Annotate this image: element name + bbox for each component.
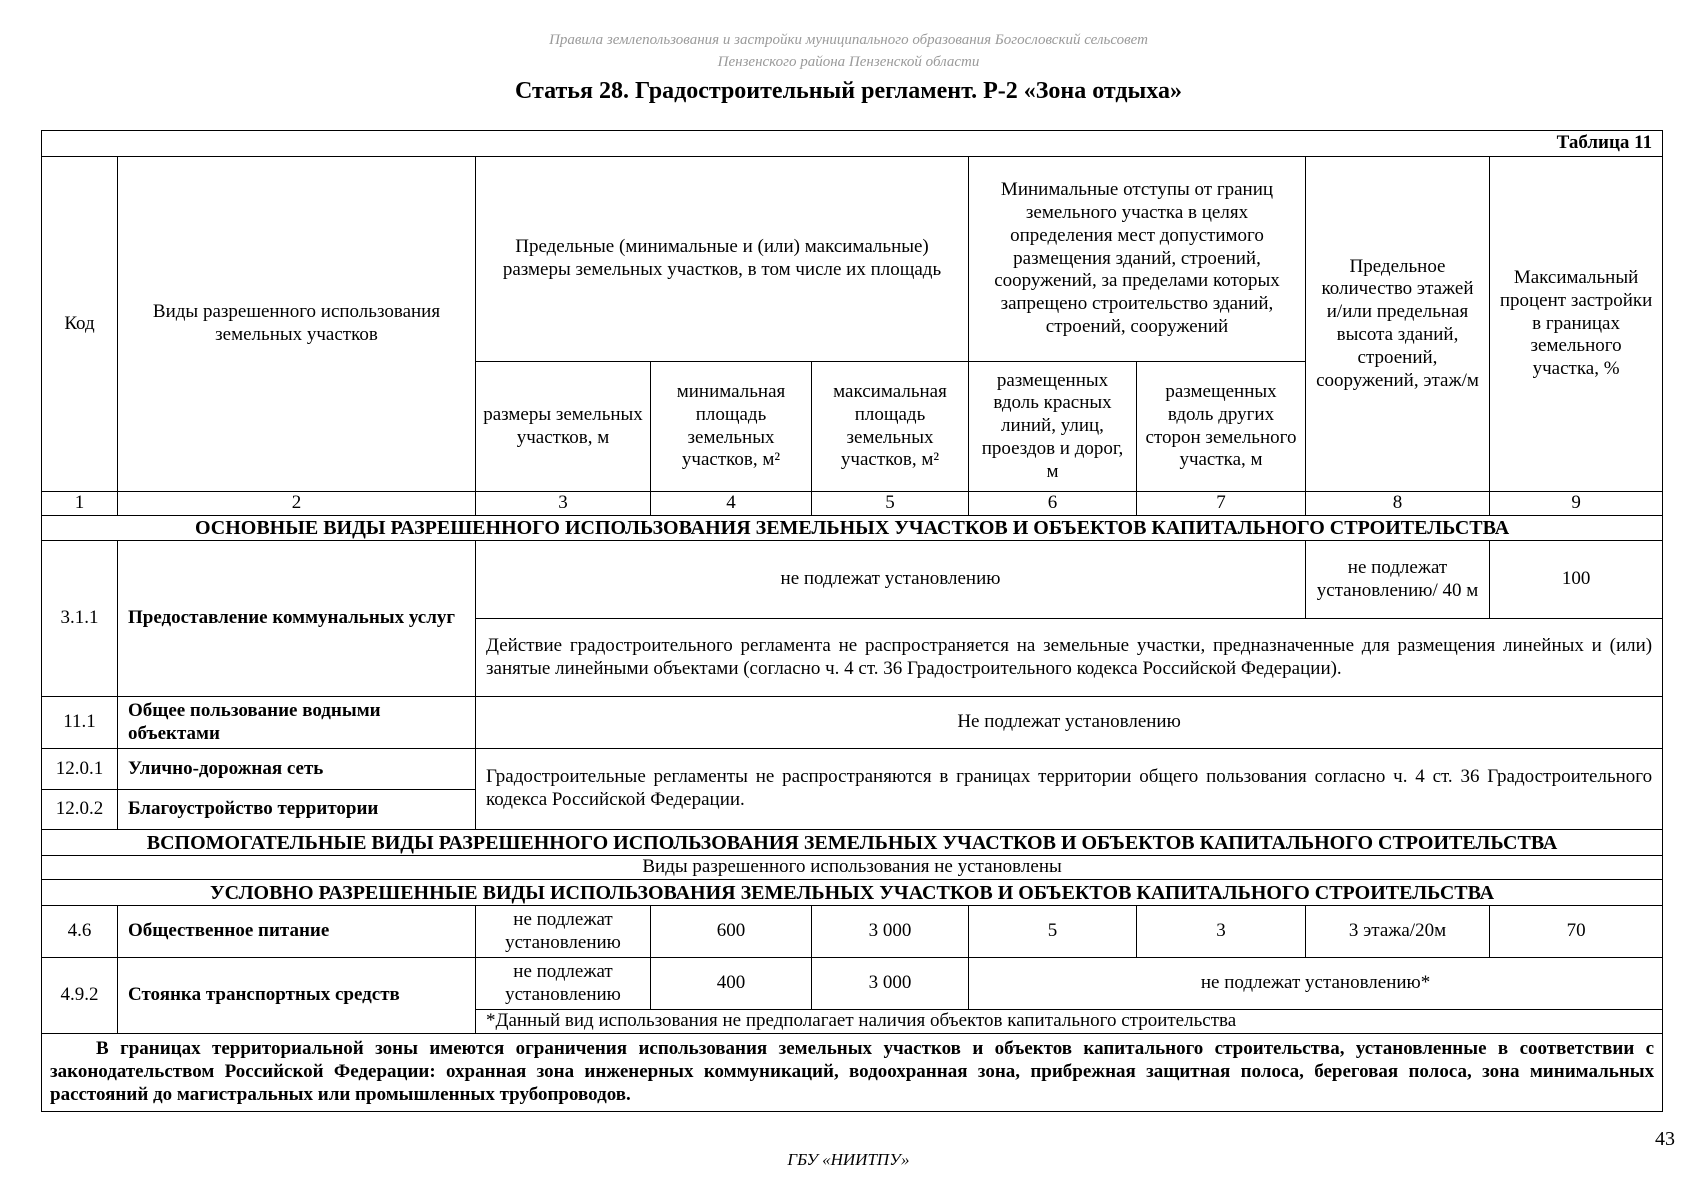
col-header-use-types: Виды разрешенного использования земельных участков bbox=[118, 157, 476, 492]
section-heading-aux: ВСПОМОГАТЕЛЬНЫЕ ВИДЫ РАЗРЕШЕННОГО ИСПОЛЬЗОВАНИЯ ЗЕМЕЛЬНЫХ УЧАСТКОВ И ОБЪЕКТОВ КАПИТАЛЬНОГО СТРОИТЕЛЬСТВА bbox=[42, 830, 1663, 856]
row-note: Градостроительные регламенты не распространяются в границах территории общего пользования согласно ч. 4 ст. 36 Градостроительного кодекса Российской Федерации. bbox=[476, 749, 1663, 830]
table-row bbox=[42, 958, 1663, 1010]
row-size: не подлежат установлению bbox=[476, 958, 651, 1010]
column-number: 1 bbox=[42, 492, 118, 516]
row-note: Действие градостроительного регламента не распространяется на земельные участки, предназначенные для размещения линейных и (или) занятые линейными объектами (согласно ч. 4 ст. 36 Градостроительного кодекса Российской Федерации). bbox=[476, 619, 1663, 697]
row-coverage: 70 bbox=[1490, 906, 1663, 958]
col-header-code: Код bbox=[42, 157, 118, 492]
column-numbers-row bbox=[42, 492, 1663, 516]
row-code: 12.0.1 bbox=[42, 749, 118, 790]
row-value: Не подлежат установлению bbox=[476, 697, 1663, 749]
row-setback-red: 5 bbox=[969, 906, 1137, 958]
column-number: 6 bbox=[969, 492, 1137, 516]
section-row-main bbox=[42, 516, 1663, 541]
aux-text: Виды разрешенного использования не установлены bbox=[42, 856, 1663, 880]
row-code: 4.6 bbox=[42, 906, 118, 958]
running-header-line-1: Правила землепользования и застройки муниципального образования Богословский сельсовет bbox=[549, 32, 1148, 48]
row-name: Предоставление коммунальных услуг bbox=[118, 541, 476, 697]
col-header-max-area: максимальная площадь земельных участков, м² bbox=[812, 362, 969, 492]
regulation-table bbox=[41, 130, 1663, 1112]
col-header-setback-other: размещенных вдоль других сторон земельного участка, м bbox=[1137, 362, 1306, 492]
col-header-min-area: минимальная площадь земельных участков, м² bbox=[651, 362, 812, 492]
table-row bbox=[42, 697, 1663, 749]
row-max-area: 3 000 bbox=[812, 958, 969, 1010]
row-name: Благоустройство территории bbox=[118, 790, 476, 830]
row-min-area: 400 bbox=[651, 958, 812, 1010]
column-number: 9 bbox=[1490, 492, 1663, 516]
row-coverage-value: 100 bbox=[1490, 541, 1663, 619]
column-number: 2 bbox=[118, 492, 476, 516]
final-note-row bbox=[42, 1034, 1663, 1112]
row-name: Улично-дорожная сеть bbox=[118, 749, 476, 790]
column-number: 7 bbox=[1137, 492, 1306, 516]
table-number: Таблица 11 bbox=[42, 131, 1663, 157]
table-row bbox=[42, 541, 1663, 619]
footer: ГБУ «НИИТПУ» bbox=[787, 1150, 910, 1169]
col-header-max-coverage: Максимальный процент застройки в границах земельного участка, % bbox=[1490, 157, 1663, 492]
row-name: Общее пользование водными объектами bbox=[118, 697, 476, 749]
running-header-line-2: Пензенского района Пензенской области bbox=[717, 54, 980, 70]
row-name: Стоянка транспортных средств bbox=[118, 958, 476, 1034]
row-code: 3.1.1 bbox=[42, 541, 118, 697]
aux-text-row bbox=[42, 856, 1663, 880]
row-min-area: 600 bbox=[651, 906, 812, 958]
row-footnote: *Данный вид использования не предполагает наличия объектов капитального строительства bbox=[476, 1010, 1663, 1034]
row-rest-value: не подлежат установлению* bbox=[969, 958, 1663, 1010]
col-header-floors: Предельное количество этажей и/или предельная высота зданий, строений, сооружений, этаж/м bbox=[1306, 157, 1490, 492]
column-number: 3 bbox=[476, 492, 651, 516]
row-size: не подлежат установлению bbox=[476, 906, 651, 958]
row-max-area: 3 000 bbox=[812, 906, 969, 958]
page-number: 43 bbox=[1655, 1128, 1675, 1150]
column-number: 5 bbox=[812, 492, 969, 516]
section-heading-cond: УСЛОВНО РАЗРЕШЕННЫЕ ВИДЫ ИСПОЛЬЗОВАНИЯ ЗЕМЕЛЬНЫХ УЧАСТКОВ И ОБЪЕКТОВ КАПИТАЛЬНОГО СТРОИТЕЛЬСТВА bbox=[42, 880, 1663, 906]
col-header-plot-sizes-group: Предельные (минимальные и (или) максимальные) размеры земельных участков, в том числе их площадь bbox=[476, 157, 969, 362]
col-header-setbacks-group: Минимальные отступы от границ земельного участка в целях определения мест допустимого размещения зданий, строений, сооружений, за пределами которых запрещено строительство зданий, строений, сооружений bbox=[969, 157, 1306, 362]
section-row-cond bbox=[42, 880, 1663, 906]
row-floors: 3 этажа/20м bbox=[1306, 906, 1490, 958]
row-sizes-value: не подлежат установлению bbox=[476, 541, 1306, 619]
row-setback-other: 3 bbox=[1137, 906, 1306, 958]
row-floors-value: не подлежат установлению/ 40 м bbox=[1306, 541, 1490, 619]
table-row bbox=[42, 906, 1663, 958]
table-number-row bbox=[42, 131, 1663, 157]
row-code: 11.1 bbox=[42, 697, 118, 749]
row-name: Общественное питание bbox=[118, 906, 476, 958]
table-row bbox=[42, 749, 1663, 790]
final-note bbox=[42, 1034, 1663, 1112]
header-row-1 bbox=[42, 157, 1663, 362]
article-title: Статья 28. Градостроительный регламент. Р-2 «Зона отдыха» bbox=[515, 78, 1182, 104]
row-code: 12.0.2 bbox=[42, 790, 118, 830]
final-note-text: В границах территориальной зоны имеются ограничения использования земельных участков и объектов капитального строительства, установленные в соответствии с законодательством Российской Федерации: охранная зона инженерных коммуникаций, водоохранная зона, прибрежная защитная полоса, береговая полоса, зона минимальных расстояний до магистральных или промышленных трубопроводов. bbox=[50, 1038, 1655, 1105]
col-header-plot-size: размеры земельных участков, м bbox=[476, 362, 651, 492]
section-heading-main: ОСНОВНЫЕ ВИДЫ РАЗРЕШЕННОГО ИСПОЛЬЗОВАНИЯ ЗЕМЕЛЬНЫХ УЧАСТКОВ И ОБЪЕКТОВ КАПИТАЛЬНОГО СТРОИТЕЛЬСТВА bbox=[42, 516, 1663, 541]
col-header-setback-red-lines: размещенных вдоль красных линий, улиц, проездов и дорог, м bbox=[969, 362, 1137, 492]
column-number: 4 bbox=[651, 492, 812, 516]
section-row-aux bbox=[42, 830, 1663, 856]
row-code: 4.9.2 bbox=[42, 958, 118, 1034]
column-number: 8 bbox=[1306, 492, 1490, 516]
